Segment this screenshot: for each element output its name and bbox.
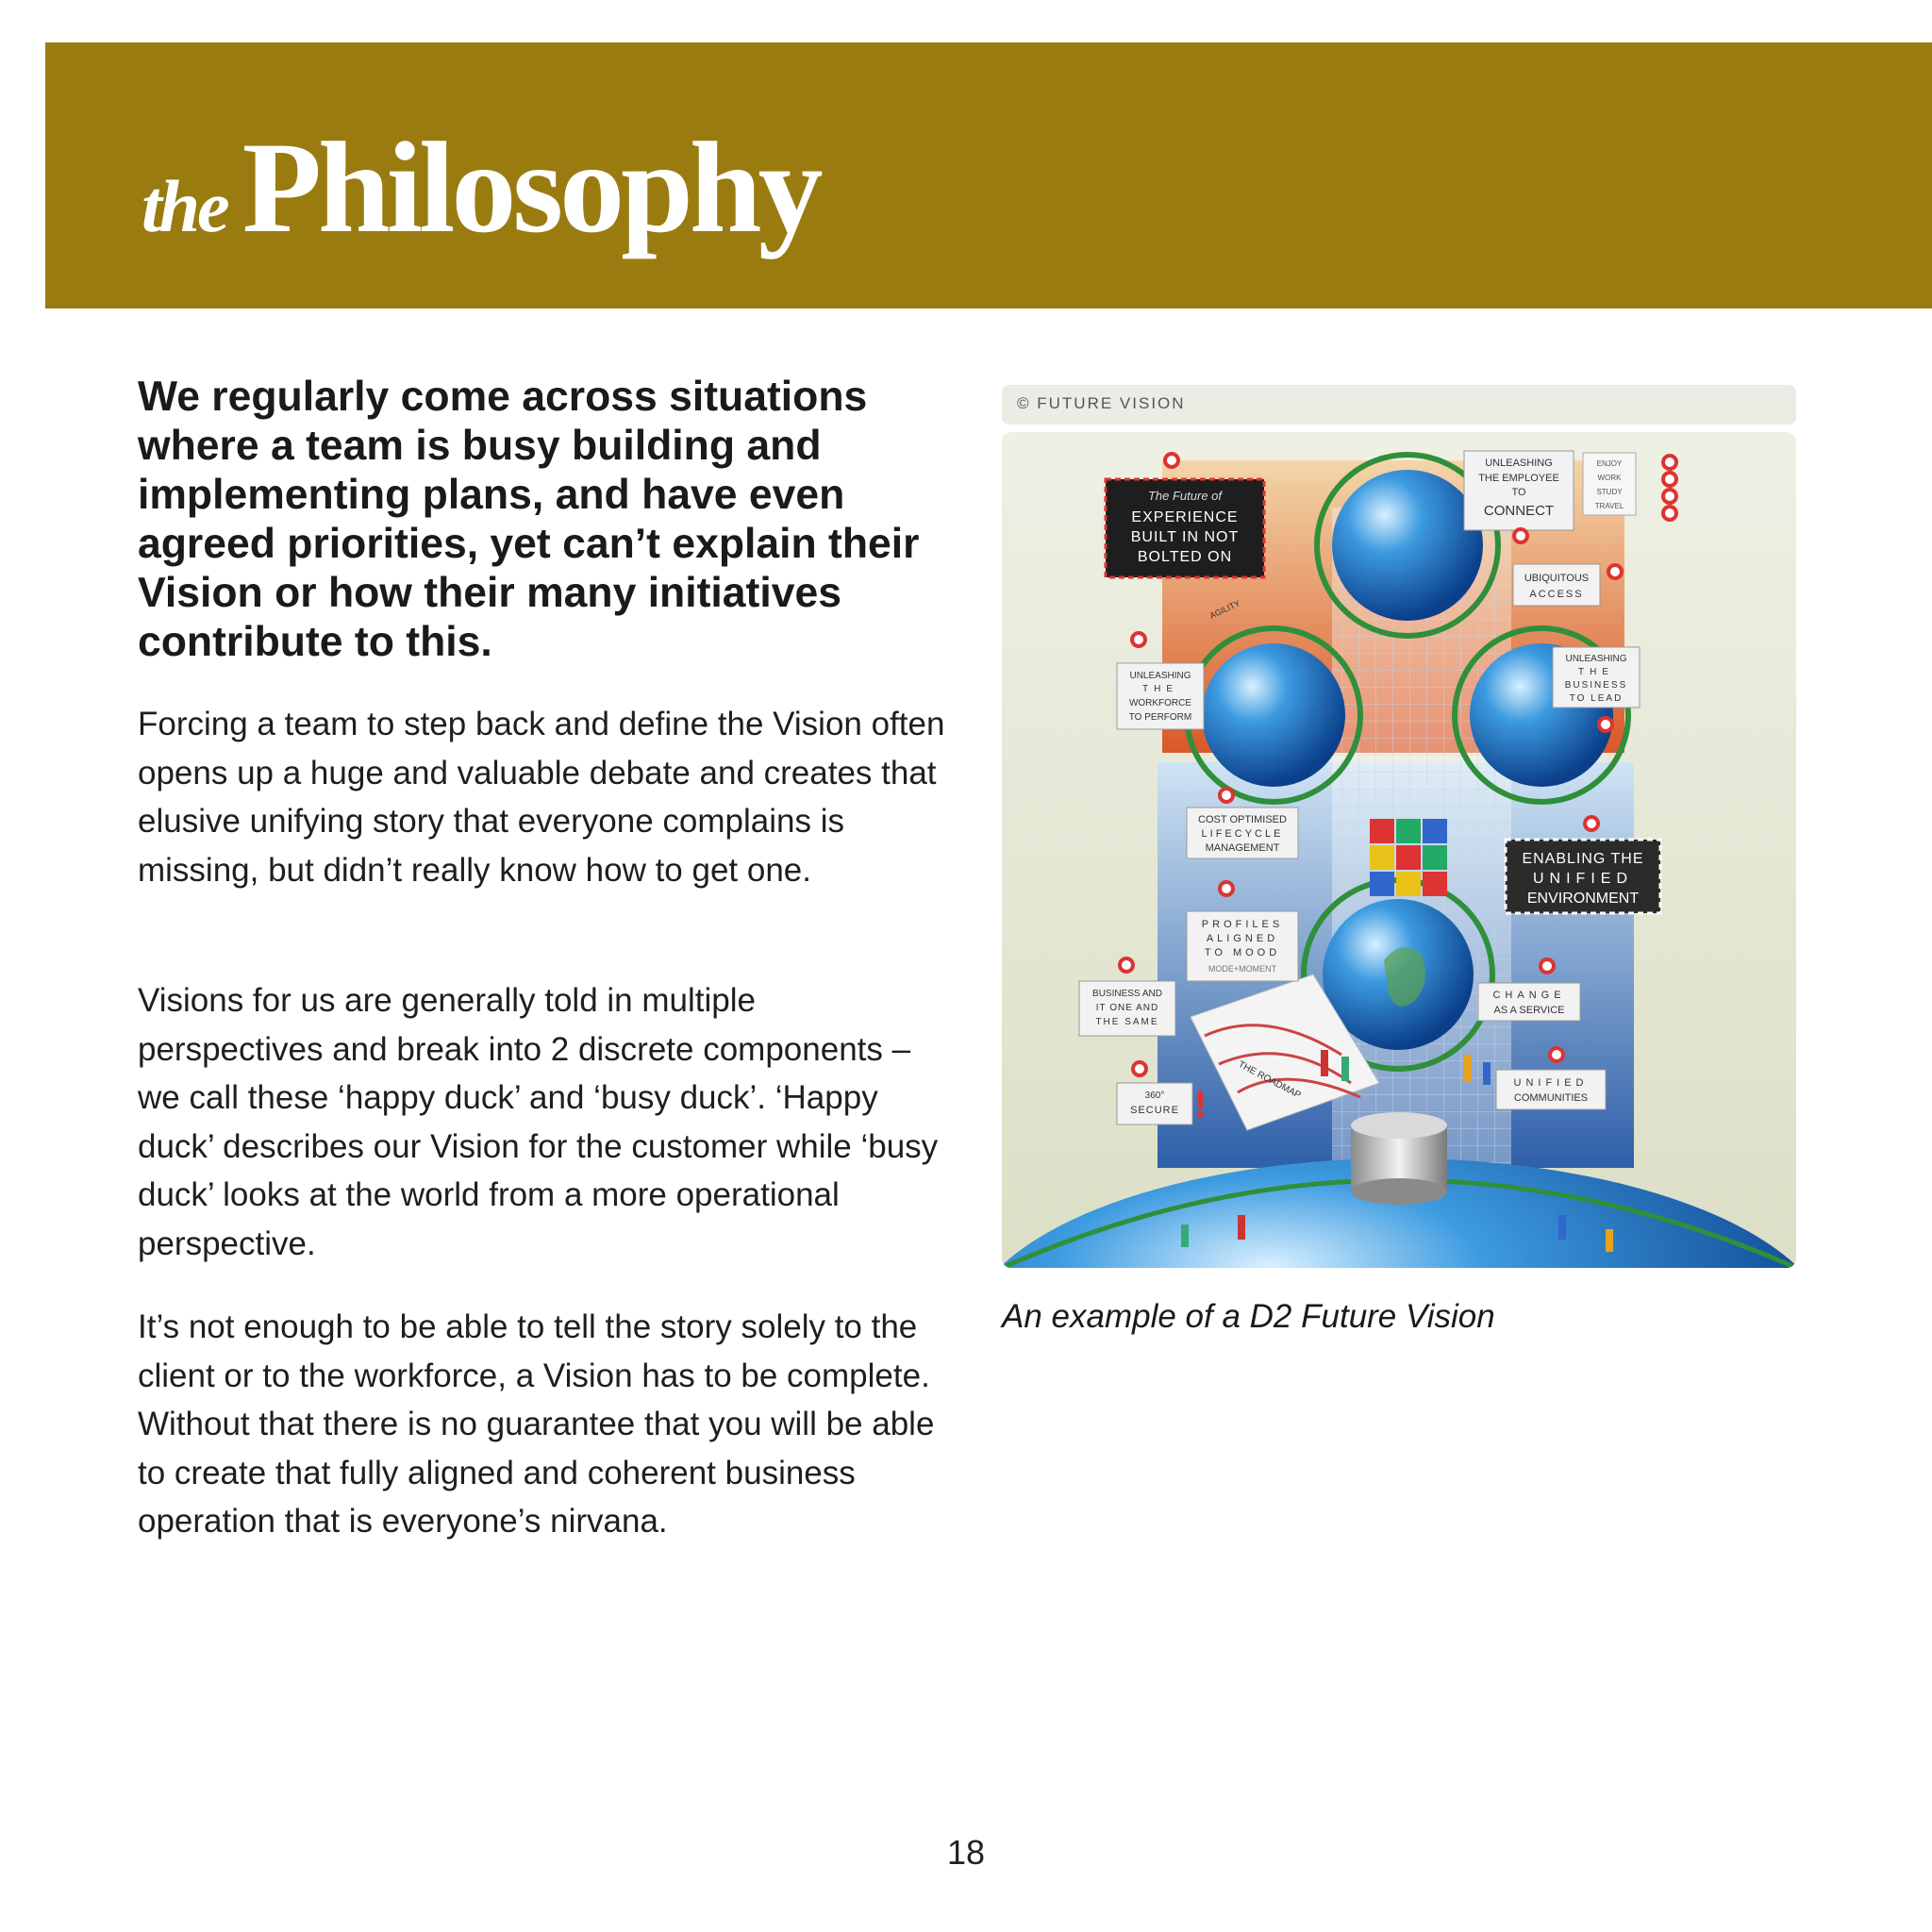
tile-unified-env-l1: ENABLING THE (1522, 851, 1644, 867)
tile-ubiquitous (1513, 564, 1600, 606)
tile-change (1478, 983, 1580, 1021)
tile-business-one (1079, 981, 1175, 1036)
life-tag-study: STUDY (1596, 488, 1623, 496)
title-main: Philosophy (242, 115, 820, 259)
tile-lifecycle-l2: LIFECYCLE (1201, 828, 1284, 840)
agility-label: AGILITY (1208, 598, 1242, 621)
warning-exclamation-icon: ! (1194, 1084, 1208, 1125)
tile-profiles (1187, 911, 1298, 981)
figure-title-strip (1002, 385, 1796, 425)
lead-paragraph: We regularly come across situations where a team is busy building and implementing plans, and have even agreed priorities, yet can’t explain their Vision or how their many initiatives contribute to this. (138, 374, 920, 665)
cube-icon (1370, 819, 1447, 896)
life-tag-work: WORK (1597, 474, 1622, 482)
tile-secure-l1: 360° (1144, 1091, 1165, 1101)
tile-profiles-l3: TO MOOD (1204, 947, 1281, 958)
tile-change-l2: AS A SERVICE (1493, 1005, 1565, 1016)
tile-connect (1464, 451, 1574, 530)
tile-workforce (1117, 663, 1204, 729)
tile-workforce-l3: WORKFORCE (1128, 698, 1192, 708)
tile-profiles-l4: MODE+MOMENT (1208, 964, 1277, 974)
tile-unified-comm-l2: COMMUNITIES (1513, 1092, 1589, 1104)
globe-top (1332, 470, 1483, 621)
server-cylinder-bottom (1351, 1178, 1447, 1205)
tile-connect-l3: TO (1511, 487, 1526, 498)
future-vision-illustration (1002, 432, 1796, 1268)
body-paragraph-1: Forcing a team to step back and define the Vision often opens up a huge and valuable debate and creates that elusive unifying story that everyone complains is missing, but didn’t really know how to get one. (138, 706, 945, 889)
tile-profiles-l2: ALIGNED (1206, 933, 1279, 944)
future-vision-art (1002, 432, 1796, 1268)
figure-strip-text: FUTURE VISION (1037, 394, 1186, 412)
copyright-icon: © (1017, 394, 1031, 412)
figure-strip-label (1017, 394, 1186, 413)
tile-unified-comm (1496, 1070, 1606, 1109)
globe-left (1202, 643, 1345, 787)
tile-ubiquitous-l1: UBIQUITOUS (1524, 573, 1590, 584)
figure-caption: An example of a D2 Future Vision (1002, 1298, 1495, 1335)
tile-workforce-l4: TO PERFORM (1128, 712, 1192, 723)
tile-business-one-l2: IT ONE AND (1095, 1003, 1159, 1013)
body-paragraph-2: Visions for us are generally told in multiple perspectives and break into 2 discrete components – we call these ‘happy duck’ and ‘busy duck’. ‘Happy duck’ describes our Vision for the customer while ‘busy duck’ looks at the world from a more operational perspective. (138, 982, 939, 1262)
tile-life-tags (1583, 453, 1636, 515)
server-cylinder-top (1351, 1112, 1447, 1139)
tile-connect-l4: CONNECT (1483, 503, 1555, 519)
tile-secure-l2: SECURE (1130, 1105, 1179, 1116)
title-prefix: the (142, 165, 227, 247)
life-tag-enjoy: ENJOY (1596, 459, 1623, 468)
tile-profiles-l1: PROFILES (1201, 919, 1284, 930)
life-tag-travel: TRAVEL (1594, 502, 1624, 510)
tile-connect-l2: THE EMPLOYEE (1478, 473, 1559, 484)
page-title (142, 115, 820, 259)
tile-unified-env-l2: UNIFIED (1533, 871, 1633, 887)
tile-lifecycle (1187, 808, 1298, 858)
future-vision-figure (1002, 385, 1796, 1268)
tile-unified-env (1506, 840, 1660, 913)
tile-unified-env-l3: ENVIRONMENT (1526, 891, 1640, 907)
roadmap-label: THE ROADMAP (1236, 1058, 1303, 1102)
tile-workforce-l2: THE (1142, 684, 1178, 694)
tile-experience-l2: EXPERIENCE (1131, 509, 1239, 525)
tile-business-one-l1: BUSINESS AND (1092, 989, 1162, 999)
tile-experience-l4: BOLTED ON (1137, 549, 1233, 565)
tile-business-lead-l4: TO LEAD (1569, 693, 1624, 704)
tile-change-l1: CHANGE (1492, 990, 1566, 1001)
page-number: 18 (946, 1833, 986, 1872)
tile-unified-comm-l1: UNIFIED (1513, 1077, 1589, 1089)
tile-business-lead-l1: UNLEASHING (1565, 654, 1627, 664)
tile-business-lead (1553, 647, 1640, 708)
body-paragraph-3: It’s not enough to be able to tell the story solely to the client or to the workforce, a Vision has to be complete. Without that there is no guarantee that you will be able to create that fully aligned and coherent business operation that is everyone’s nirvana. (138, 1308, 935, 1540)
tile-business-lead-l3: BUSINESS (1564, 680, 1628, 691)
tile-lifecycle-l3: MANAGEMENT (1205, 842, 1280, 854)
tile-experience (1106, 479, 1264, 577)
tile-lifecycle-l1: COST OPTIMISED (1198, 814, 1287, 825)
tile-ubiquitous-l2: ACCESS (1529, 589, 1584, 600)
tile-experience-l3: BUILT IN NOT (1130, 529, 1240, 545)
tile-experience-l1: The Future of (1147, 489, 1223, 503)
tile-connect-l1: UNLEASHING (1485, 458, 1553, 469)
tile-secure (1117, 1083, 1207, 1125)
tile-business-lead-l2: THE (1578, 667, 1614, 677)
tile-workforce-l1: UNLEASHING (1129, 671, 1191, 681)
tile-business-one-l3: THE SAME (1095, 1017, 1159, 1027)
